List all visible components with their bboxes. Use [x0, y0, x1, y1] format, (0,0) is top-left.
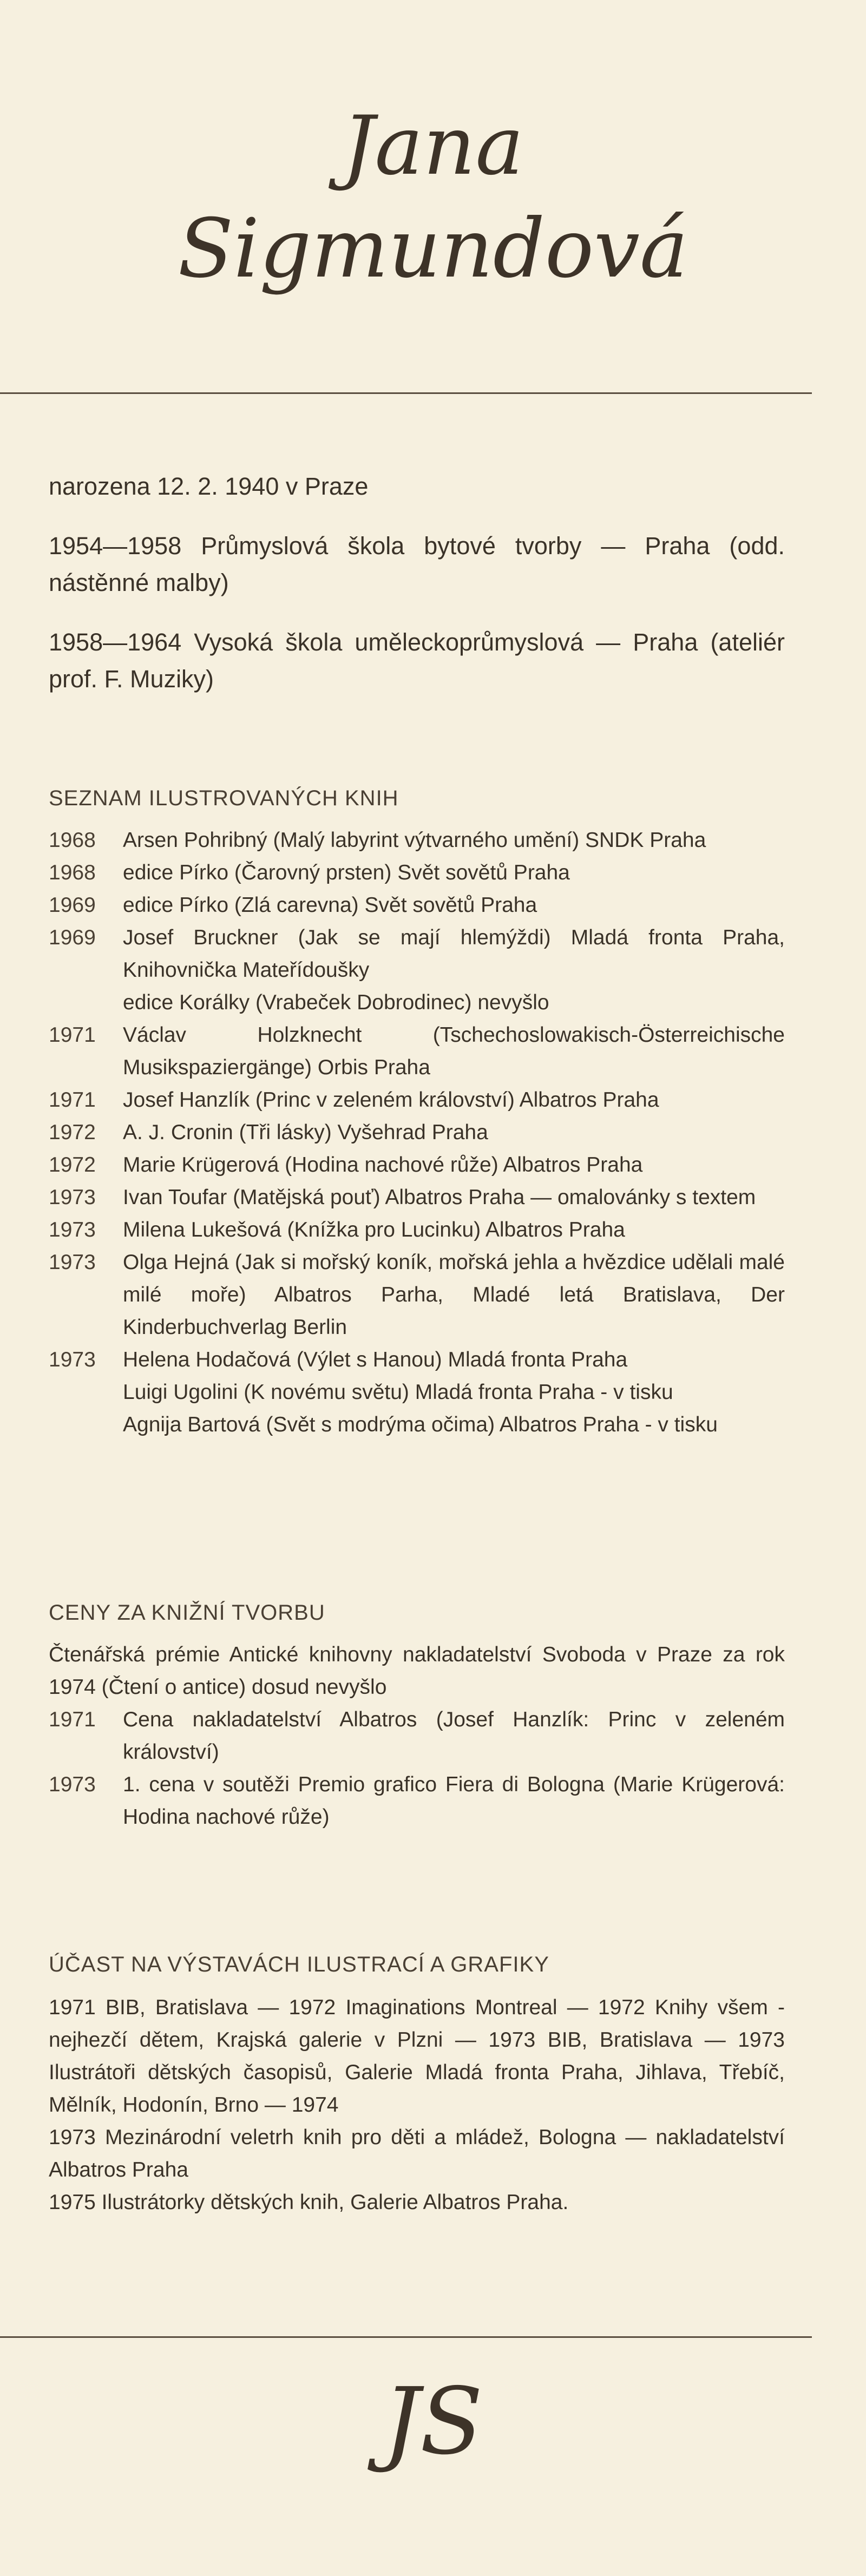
list-item [49, 1344, 785, 1376]
item-year: 1973 [49, 1773, 96, 1796]
exhibitions-paragraph: 1975 Ilustrátorky dětských knih, Galerie Albatros Praha. [49, 2191, 569, 2214]
list-item [49, 1019, 785, 1084]
list-item [49, 889, 785, 922]
exhibitions-heading: ÚČAST NA VÝSTAVÁCH ILUSTRACÍ A GRAFIKY [49, 1953, 549, 1976]
item-text: Cena nakladatelství Albatros (Josef Hanzlík: Princ v zeleném království) [123, 1708, 785, 1764]
item-text: Arsen Pohribný (Malý labyrint výtvarného umění) SNDK Praha [123, 829, 706, 852]
awards-heading: CENY ZA KNIŽNÍ TVORBU [49, 1601, 325, 1625]
bio-school-1: 1954—1958 Průmyslová škola bytové tvorby — Praha (odd. nástěnné malby) [49, 532, 785, 596]
list-item [49, 987, 785, 1019]
list-item [49, 857, 785, 889]
item-text: Helena Hodačová (Výlet s Hanou) Mladá fronta Praha [123, 1348, 628, 1371]
exhibitions-section [49, 1948, 785, 2219]
list-item [49, 1181, 785, 1214]
item-year: 1971 [49, 1088, 96, 1112]
title-last-name: Sigmundová [178, 202, 688, 296]
item-year: 1971 [49, 1708, 96, 1731]
item-text: Josef Hanzlík (Princ v zeleném království) Albatros Praha [123, 1088, 659, 1112]
item-year: 1969 [49, 926, 96, 949]
item-year: 1973 [49, 1348, 96, 1371]
list-item [49, 1704, 785, 1769]
list-item [49, 1409, 785, 1441]
list-item [49, 1149, 785, 1181]
list-item [49, 1376, 785, 1409]
bio-birth: narozena 12. 2. 1940 v Praze [49, 472, 369, 500]
list-item [49, 1246, 785, 1344]
top-divider [0, 392, 812, 394]
bio-section [49, 468, 785, 698]
item-year: 1968 [49, 861, 96, 884]
list-item [49, 1084, 785, 1116]
item-year [49, 987, 123, 1019]
list-item [49, 922, 785, 987]
item-text: Ivan Toufar (Matějská pouť) Albatros Praha — omalovánky s textem [123, 1186, 756, 1209]
item-text: A. J. Cronin (Tři lásky) Vyšehrad Praha [123, 1121, 488, 1144]
item-text: Marie Krügerová (Hodina nachové růže) Albatros Praha [123, 1153, 643, 1177]
bio-school-2: 1958—1964 Vysoká škola uměleckoprůmyslová — Praha (ateliér prof. F. Muziky) [49, 628, 785, 693]
item-year [49, 1409, 123, 1441]
item-year: 1969 [49, 893, 96, 917]
item-year: 1972 [49, 1121, 96, 1144]
item-year: 1973 [49, 1186, 96, 1209]
item-text: Václav Holzknecht (Tschechoslowakisch-Österreichische Musikspaziergänge) Orbis Praha [123, 1023, 785, 1079]
books-heading: SEZNAM ILUSTROVANÝCH KNIH [49, 786, 399, 810]
item-year [49, 1376, 123, 1409]
item-year: 1971 [49, 1023, 96, 1047]
item-text: edice Korálky (Vrabeček Dobrodinec) nevyšlo [123, 991, 549, 1014]
item-year: 1972 [49, 1153, 96, 1177]
list-item [49, 824, 785, 857]
item-year: 1973 [49, 1218, 96, 1241]
exhibitions-paragraph: 1973 Mezinárodní veletrh knih pro děti a mládež, Bologna — nakladatelství Albatros Praha [49, 2126, 785, 2181]
item-text: Agnija Bartová (Svět s modrýma očima) Albatros Praha - v tisku [123, 1413, 718, 1436]
item-year: 1968 [49, 829, 96, 852]
list-item [49, 1214, 785, 1246]
item-text: edice Pírko (Čarovný prsten) Svět sovětů Praha [123, 861, 570, 884]
books-section [49, 782, 785, 1441]
books-list [49, 824, 785, 1441]
awards-section [49, 1596, 785, 1834]
item-text: edice Pírko (Zlá carevna) Svět sovětů Praha [123, 893, 537, 917]
list-item [49, 1769, 785, 1834]
list-item [49, 1116, 785, 1149]
exhibitions-paragraph: 1971 BIB, Bratislava — 1972 Imaginations Montreal — 1972 Knihy všem - nejhezčí dětem, Krajská galerie v Plzni — 1973 BIB, Bratislava — 1973 Ilustrátoři dětských časopisů, Galerie Mladá fronta Praha, Jihlava, Třebíč, Mělník, Hodonín, Brno — 1974 [49, 1996, 785, 2117]
item-text: Olga Hejná (Jak si mořský koník, mořská jehla a hvězdice udělali malé milé moře) Albatros Parha, Mladé letá Bratislava, Der Kinderbuchverlag Berlin [123, 1251, 785, 1339]
item-text: Milena Lukešová (Knížka pro Lucinku) Albatros Praha [123, 1218, 625, 1241]
item-text: Josef Bruckner (Jak se mají hlemýždi) Mladá fronta Praha, Knihovnička Mateřídoušky [123, 926, 785, 982]
awards-intro: Čtenářská prémie Antické knihovny nakladatelství Svoboda v Praze za rok 1974 (Čtení o antice) dosud nevyšlo [49, 1643, 785, 1699]
item-year: 1973 [49, 1251, 96, 1274]
awards-list [49, 1704, 785, 1834]
signature-initials: JS [383, 2368, 483, 2475]
item-text: 1. cena v soutěži Premio grafico Fiera di Bologna (Marie Krügerová: Hodina nachové růže) [123, 1773, 785, 1829]
bottom-divider [0, 2336, 812, 2338]
title-first-name: Jana [342, 99, 524, 193]
item-text: Luigi Ugolini (K novému světu) Mladá fronta Praha - v tisku [123, 1381, 673, 1404]
